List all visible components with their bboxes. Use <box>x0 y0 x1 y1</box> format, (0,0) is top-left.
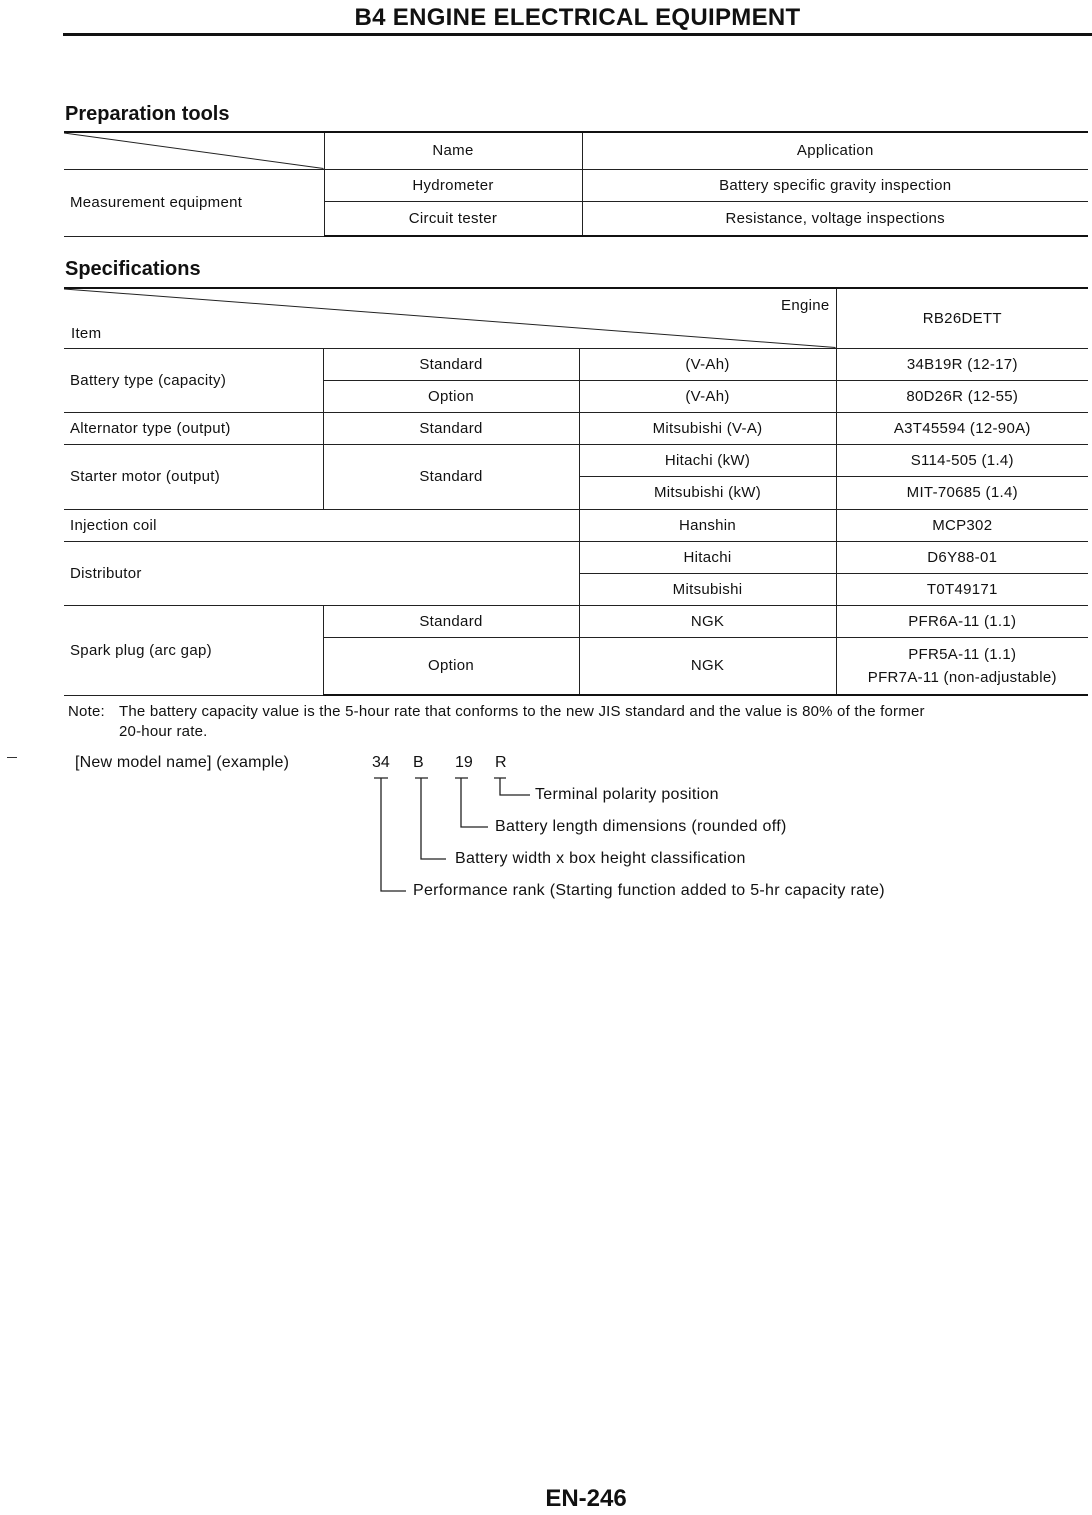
grade-cell: Option <box>323 637 579 695</box>
item-label: Alternator type (output) <box>64 412 323 444</box>
legend-polarity: Terminal polarity position <box>535 786 719 803</box>
code-width: B <box>413 754 424 771</box>
value-cell: MIT-70685 (1.4) <box>836 476 1088 509</box>
table-row <box>64 169 1088 201</box>
item-label: Spark plug (arc gap) <box>64 605 323 695</box>
grade-cell: Standard <box>323 348 579 380</box>
item-label: Injection coil <box>64 509 579 541</box>
specifications-table <box>64 287 1088 696</box>
unit-cell: (V-Ah) <box>579 348 836 380</box>
item-header-label: Item <box>71 324 102 342</box>
value-cell: 80D26R (12-55) <box>836 380 1088 412</box>
margin-mark <box>7 757 17 758</box>
engine-model-header: RB26DETT <box>836 288 1088 348</box>
value-cell: A3T45594 (12-90A) <box>836 412 1088 444</box>
maker-cell: Mitsubishi <box>579 573 836 605</box>
column-header-application: Application <box>582 132 1088 169</box>
diagonal-header-cell <box>64 288 836 348</box>
engine-header-label: Engine <box>781 297 830 314</box>
table-row <box>64 444 1088 476</box>
table-row <box>64 605 1088 637</box>
example-label: [New model name] (example) <box>75 754 290 771</box>
tool-name: Circuit tester <box>324 201 582 236</box>
table-row <box>64 348 1088 380</box>
value-line: PFR5A-11 (1.1) <box>908 645 1017 663</box>
maker-cell: NGK <box>579 637 836 695</box>
value-line: PFR7A-11 (non-adjustable) <box>867 668 1057 686</box>
bracket-length <box>455 778 488 827</box>
maker-cell: NGK <box>579 605 836 637</box>
grade-cell: Standard <box>323 412 579 444</box>
unit-cell: (V-Ah) <box>579 380 836 412</box>
value-cell <box>836 637 1088 695</box>
maker-cell: Hitachi <box>579 541 836 573</box>
item-label: Battery type (capacity) <box>64 348 323 412</box>
grade-cell: Option <box>323 380 579 412</box>
bracket-width <box>415 778 446 859</box>
table-row <box>64 541 1088 573</box>
preparation-tools-heading: Preparation tools <box>65 103 230 125</box>
note-line: 20-hour rate. <box>119 723 208 740</box>
value-cell: S114-505 (1.4) <box>836 444 1088 476</box>
column-header-name: Name <box>324 132 582 169</box>
value-cell: T0T49171 <box>836 573 1088 605</box>
diagonal-header-cell <box>64 132 324 169</box>
title-rule <box>63 33 1092 36</box>
unit-cell: Mitsubishi (V-A) <box>579 412 836 444</box>
bracket-polarity <box>494 778 530 795</box>
legend-rank: Performance rank (Starting function added to 5-hr capacity rate) <box>413 882 885 899</box>
table-row <box>64 412 1088 444</box>
item-label: Starter motor (output) <box>64 444 323 509</box>
table-header-row <box>64 288 1088 348</box>
table-header-row <box>64 132 1088 169</box>
preparation-tools-table <box>64 131 1088 237</box>
code-length: 19 <box>455 754 473 771</box>
value-cell: 34B19R (12-17) <box>836 348 1088 380</box>
tool-name: Hydrometer <box>324 169 582 201</box>
maker-cell: Hanshin <box>579 509 836 541</box>
value-cell: MCP302 <box>836 509 1088 541</box>
note <box>68 702 1090 742</box>
unit-cell: Hitachi (kW) <box>579 444 836 476</box>
value-cell: PFR6A-11 (1.1) <box>836 605 1088 637</box>
bracket-rank <box>374 778 406 891</box>
code-rank: 34 <box>372 754 390 771</box>
legend-width: Battery width x box height classification <box>455 850 746 867</box>
grade-cell: Standard <box>323 605 579 637</box>
table-row <box>64 509 1088 541</box>
group-label: Measurement equipment <box>64 169 324 236</box>
value-cell: D6Y88-01 <box>836 541 1088 573</box>
tool-application: Battery specific gravity inspection <box>582 169 1088 201</box>
unit-cell: Mitsubishi (kW) <box>579 476 836 509</box>
page-number: EN-246 <box>545 1485 627 1512</box>
note-line: The battery capacity value is the 5-hour rate that conforms to the new JIS standard and the value is 80% of the former <box>119 703 925 720</box>
tool-application: Resistance, voltage inspections <box>582 201 1088 236</box>
grade-cell: Standard <box>323 444 579 509</box>
legend-length: Battery length dimensions (rounded off) <box>495 818 787 835</box>
code-polarity: R <box>495 754 507 771</box>
specifications-heading: Specifications <box>65 258 201 280</box>
page-title: B4 ENGINE ELECTRICAL EQUIPMENT <box>354 4 801 31</box>
note-label: Note: <box>68 703 105 720</box>
item-label: Distributor <box>64 541 579 605</box>
